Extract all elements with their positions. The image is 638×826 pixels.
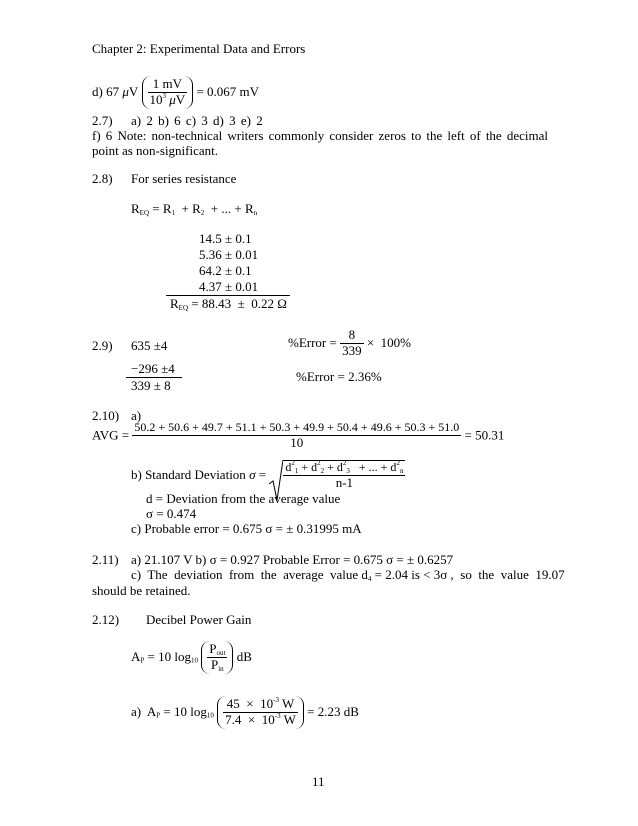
value-296: −296 ±4 [131, 361, 175, 376]
problem-2-8-title: For series resistance [131, 171, 237, 186]
problem-2-11-line2: c) The deviation from the average value $d_4 = 2.04$ is < 3σ , so the value 19.07 [131, 567, 565, 583]
problem-2-7-answers: a) 2 b) 6 c) 3 d) 3 e) 2 [131, 113, 263, 128]
fraction-denominator: $10^3$ μV [149, 91, 186, 107]
value-339: 339 ± 8 [131, 378, 171, 393]
total-resistance: $R_{EQ} = 88.43 \pm 0.22$ Ω [170, 296, 287, 312]
sigma-value: σ = 0.474 [146, 506, 197, 521]
problem-2-11-line3: should be retained. [92, 583, 191, 598]
percent-error-result: %Error = 2.36% [296, 369, 382, 384]
page-number: 11 [312, 774, 325, 789]
problem-2-11-label: 2.11) [92, 552, 119, 567]
conversion-fraction [142, 76, 194, 109]
deviation-definition: d = Deviation from the average value [146, 491, 341, 506]
probable-error-line: c) Probable error = 0.675 σ = ± 0.31995 mA [131, 521, 362, 536]
decibel-formula: $A_P = 10$ $\log_{10}$ $\frac{P_{out}}{P_{in}}$ dB [131, 641, 252, 673]
series-resistance-equation: $R_{EQ} = R_1 + R_2$ + ... + $R_n$ [131, 201, 258, 217]
resistance-row: 5.36 ± 0.01 [199, 247, 259, 262]
percent-error-equation: %Error = $\frac{8}{339}$ × 100% [288, 327, 412, 358]
decibel-calculation: a) $A_P = 10$ $\log_{10}$ $\frac{45 \times 10^{-3} W}{7.4 \times 10^{-3} W}$ = 2.23 dB [131, 696, 359, 727]
average-equation: AVG = 50.2 + 50.6 + 49.7 + 51.1 + 50.3 + 49.9 + 50.4 + 49.6 + 50.3 + 51.0 10 = 50.31 [92, 420, 505, 450]
conversion-result: = 0.067 mV [196, 83, 260, 99]
problem-2-10-label: 2.10) [92, 408, 120, 423]
problem-2-12-title: Decibel Power Gain [146, 612, 252, 627]
resistance-row: 64.2 ± 0.1 [199, 263, 252, 278]
problem-2-11-line1: a) 21.107 V b) σ = 0.927 Probable Error = 0.675 σ = ± 0.6257 [131, 552, 454, 567]
problem-2-8-label: 2.8) [92, 171, 113, 186]
conversion-prefix: d) 67 [92, 83, 120, 99]
problem-2-9-label: 2.9) [92, 338, 113, 353]
mu-symbol: μ [122, 83, 129, 99]
fraction-numerator: 1 mV [148, 77, 188, 93]
value-635: 635 ±4 [131, 338, 168, 353]
problem-2-12-label: 2.12) [92, 612, 120, 627]
unit-conversion-line [92, 76, 259, 109]
problem-2-7-note: f) 6 Note: non-technical writers commonly consider zeros to the left of the decimal point as non-significant. [92, 128, 548, 158]
part-a-label: a) [131, 408, 142, 423]
problem-2-7-label: 2.7) [92, 113, 113, 128]
resistance-row: 14.5 ± 0.1 [199, 231, 252, 246]
square-root: $\frac{d^2_1 + d^2_2 + d^2_3 + ... + d^2_n}{n-1}$ [269, 460, 405, 491]
standard-deviation-equation: b) Standard Deviation σ = $\frac{d^2_1 + d^2_2 + d^2_3 + ... + d^2_n}{n-1}$ [131, 460, 405, 491]
unit-v: V [128, 83, 139, 99]
chapter-header: Chapter 2: Experimental Data and Errors [92, 41, 306, 56]
resistance-row: 4.37 ± 0.01 [199, 279, 259, 294]
